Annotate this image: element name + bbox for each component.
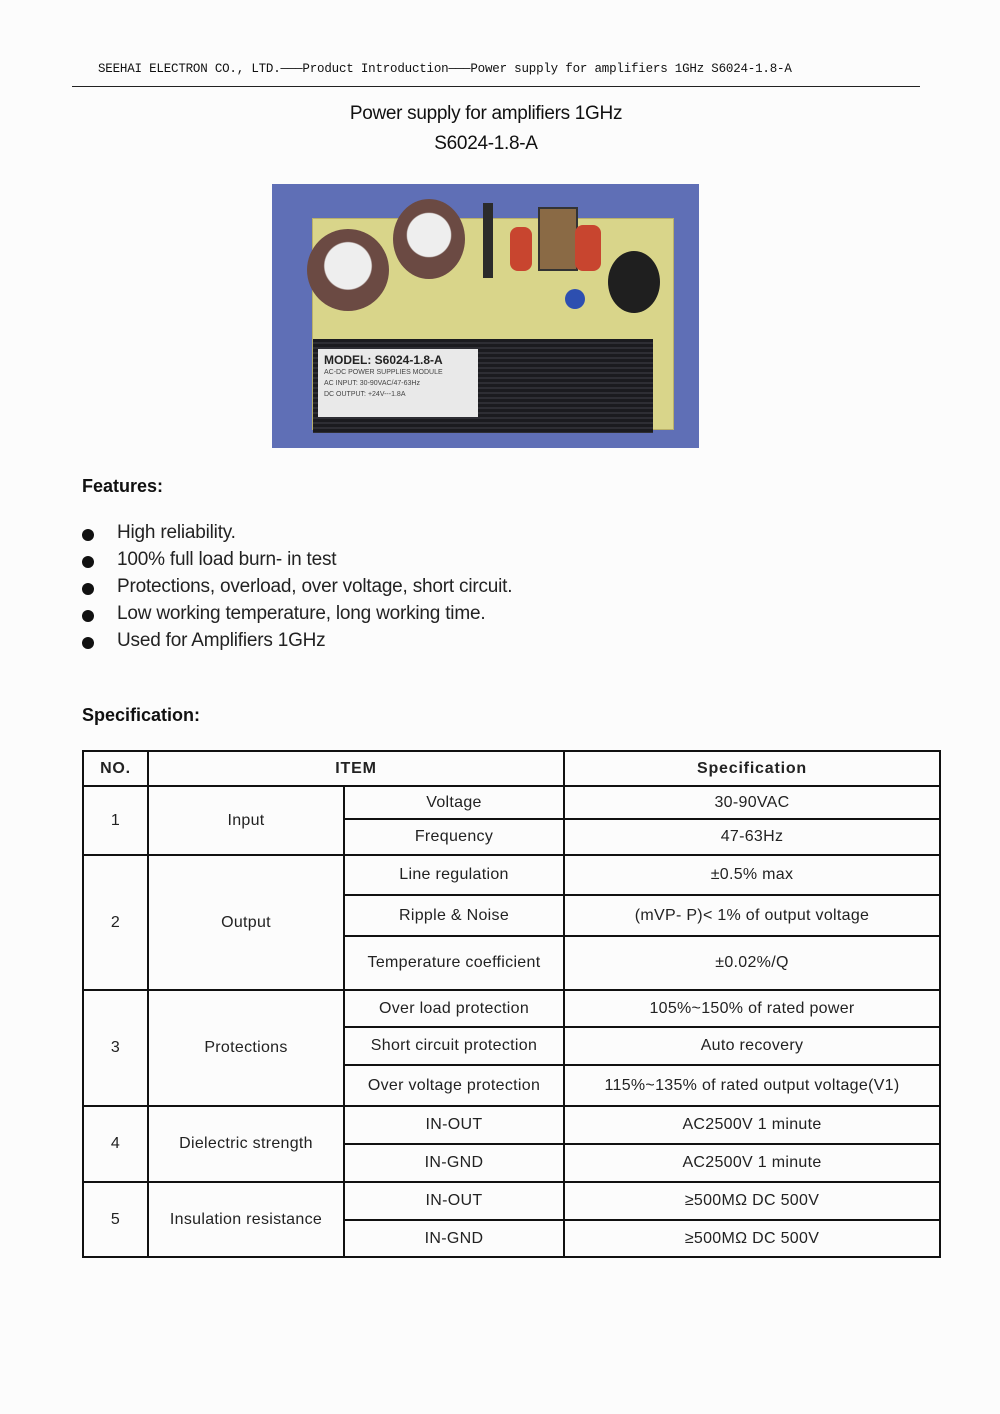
component-graphic xyxy=(483,203,493,278)
component-graphic xyxy=(510,227,532,271)
row-subitem: Short circuit protection xyxy=(344,1027,564,1065)
transformer-graphic xyxy=(538,207,578,271)
specification-heading: Specification: xyxy=(82,705,201,725)
row-subitem: Voltage xyxy=(344,786,564,819)
row-value: (mVP- P)< 1% of output voltage xyxy=(564,895,940,936)
capacitor-graphic xyxy=(307,229,389,311)
feature-text: Protections, overload, over voltage, short circuit. xyxy=(117,576,513,597)
label-line: AC-DC POWER SUPPLIES MODULE xyxy=(324,369,443,376)
row-subitem: Over voltage protection xyxy=(344,1065,564,1106)
bullet-icon xyxy=(82,610,94,622)
feature-text: High reliability. xyxy=(117,522,236,543)
inductor-graphic xyxy=(608,251,660,313)
model-label-plate xyxy=(318,349,478,417)
feature-text: 100% full load burn- in test xyxy=(117,549,337,570)
label-line: DC OUTPUT: +24V---1.8A xyxy=(324,391,406,398)
features-heading: Features: xyxy=(82,476,164,496)
row-number: 1 xyxy=(83,786,148,855)
row-item: Output xyxy=(148,855,344,990)
component-graphic xyxy=(575,225,601,271)
row-item: Dielectric strength xyxy=(148,1106,344,1182)
row-value: 47-63Hz xyxy=(564,819,940,855)
row-value: ≥500MΩ DC 500V xyxy=(564,1182,940,1220)
row-subitem: IN-GND xyxy=(344,1220,564,1257)
running-title: SEEHAI ELECTRON CO., LTD.———Product Introduction———Power supply for amplifiers 1GHz S6024-1.8-A xyxy=(98,62,792,76)
row-subitem: IN-OUT xyxy=(344,1106,564,1144)
row-number: 4 xyxy=(83,1106,148,1182)
header-no: NO. xyxy=(83,751,148,786)
table-row xyxy=(83,990,940,1027)
table-row xyxy=(83,855,940,895)
row-value: Auto recovery xyxy=(564,1027,940,1065)
row-value: 30-90VAC xyxy=(564,786,940,819)
header-specification: Specification xyxy=(564,751,940,786)
bullet-icon xyxy=(82,556,94,568)
row-subitem: Ripple & Noise xyxy=(344,895,564,936)
row-value: ±0.02%/Q xyxy=(564,936,940,990)
feature-text: Used for Amplifiers 1GHz xyxy=(117,630,326,651)
row-item: Insulation resistance xyxy=(148,1182,344,1257)
label-model: MODEL: S6024-1.8-A xyxy=(324,353,443,367)
row-number: 3 xyxy=(83,990,148,1106)
row-subitem: Line regulation xyxy=(344,855,564,895)
bullet-icon xyxy=(82,583,94,595)
circuit-board xyxy=(312,218,674,430)
row-value: 105%~150% of rated power xyxy=(564,990,940,1027)
row-subitem: Frequency xyxy=(344,819,564,855)
specification-table xyxy=(82,750,941,1258)
bullet-icon xyxy=(82,637,94,649)
capacitor-graphic xyxy=(393,199,465,279)
heatsink-graphic xyxy=(313,339,653,433)
row-subitem: IN-OUT xyxy=(344,1182,564,1220)
table-row xyxy=(83,786,940,819)
row-subitem: Over load protection xyxy=(344,990,564,1027)
row-item: Protections xyxy=(148,990,344,1106)
row-value: ≥500MΩ DC 500V xyxy=(564,1220,940,1257)
row-number: 2 xyxy=(83,855,148,990)
row-value: AC2500V 1 minute xyxy=(564,1144,940,1182)
component-graphic xyxy=(565,289,585,309)
table-header-row xyxy=(83,751,940,786)
row-subitem: IN-GND xyxy=(344,1144,564,1182)
table-row xyxy=(83,1182,940,1220)
feature-text: Low working temperature, long working time. xyxy=(117,603,486,624)
table-row xyxy=(83,1106,940,1144)
row-subitem: Temperature coefficient xyxy=(344,936,564,990)
document-model: S6024-1.8-A xyxy=(434,133,538,154)
row-value: 115%~135% of rated output voltage(V1) xyxy=(564,1065,940,1106)
row-item: Input xyxy=(148,786,344,855)
product-photo xyxy=(272,184,699,448)
row-value: ±0.5% max xyxy=(564,855,940,895)
page-header xyxy=(72,58,920,87)
row-number: 5 xyxy=(83,1182,148,1257)
row-value: AC2500V 1 minute xyxy=(564,1106,940,1144)
bullet-icon xyxy=(82,529,94,541)
document-title: Power supply for amplifiers 1GHz xyxy=(349,103,623,124)
label-line: AC INPUT: 30-90VAC/47-63Hz xyxy=(324,380,420,387)
header-item: ITEM xyxy=(148,751,564,786)
